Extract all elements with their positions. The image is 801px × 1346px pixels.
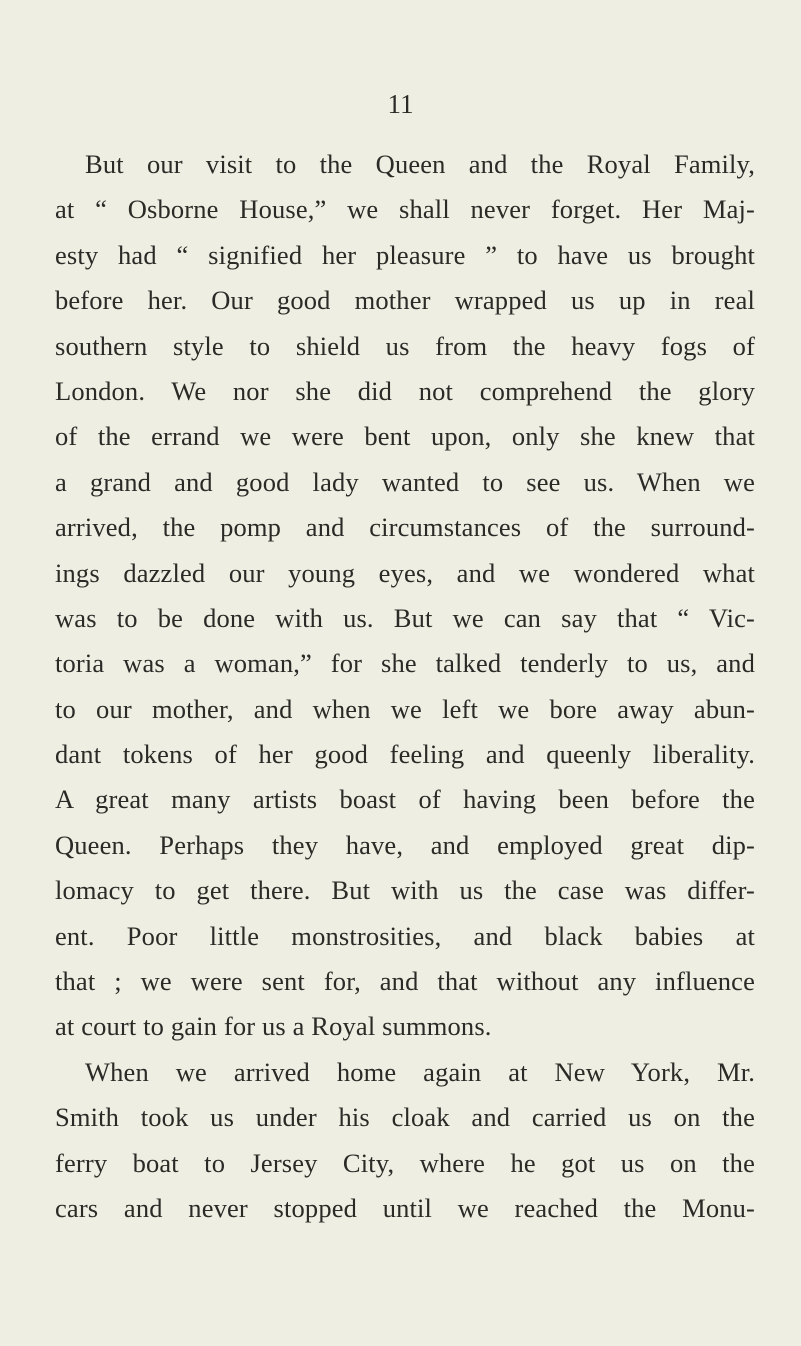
- text-line: London. We nor she did not comprehend the glory: [55, 375, 755, 406]
- text-line: ings dazzled our young eyes, and we wondered what: [55, 557, 755, 588]
- text-line: lomacy to get there. But with us the case was differ-: [55, 875, 755, 906]
- text-line: esty had “ signified her pleasure ” to have us brought: [55, 239, 755, 270]
- text-line: a grand and good lady wanted to see us. When we: [55, 466, 755, 497]
- text-line: arrived, the pomp and circumstances of the surround-: [55, 512, 755, 543]
- text-line: toria was a woman,” for she talked tenderly to us, and: [55, 648, 755, 679]
- text-line: at court to gain for us a Royal summons.: [55, 1011, 492, 1042]
- text-line: ent. Poor little monstrosities, and black babies at: [55, 920, 755, 951]
- text-line: Smith took us under his cloak and carried us on the: [55, 1102, 755, 1133]
- text-line: was to be done with us. But we can say that “ Vic-: [55, 602, 755, 633]
- text-line: cars and never stopped until we reached the Monu-: [55, 1192, 755, 1223]
- text-line: A great many artists boast of having been before the: [55, 784, 755, 815]
- text-line: When we arrived home again at New York, Mr.: [85, 1056, 755, 1087]
- text-line: that ; we were sent for, and that without any influence: [55, 966, 755, 997]
- text-line: dant tokens of her good feeling and queenly liberality.: [55, 739, 755, 770]
- text-line: southern style to shield us from the heavy fogs of: [55, 330, 755, 361]
- text-line: ferry boat to Jersey City, where he got us on the: [55, 1147, 755, 1178]
- text-line: before her. Our good mother wrapped us up in real: [55, 285, 755, 316]
- body-text: [55, 142, 755, 1231]
- text-line: Queen. Perhaps they have, and employed great dip-: [55, 829, 755, 860]
- text-line: But our visit to the Queen and the Royal Family,: [85, 149, 755, 179]
- page-number: 11: [387, 89, 414, 119]
- text-line: of the errand we were bent upon, only she knew that: [55, 421, 755, 452]
- text-line: to our mother, and when we left we bore away abun-: [55, 693, 755, 724]
- text-line: at “ Osborne House,” we shall never forget. Her Maj-: [55, 194, 755, 225]
